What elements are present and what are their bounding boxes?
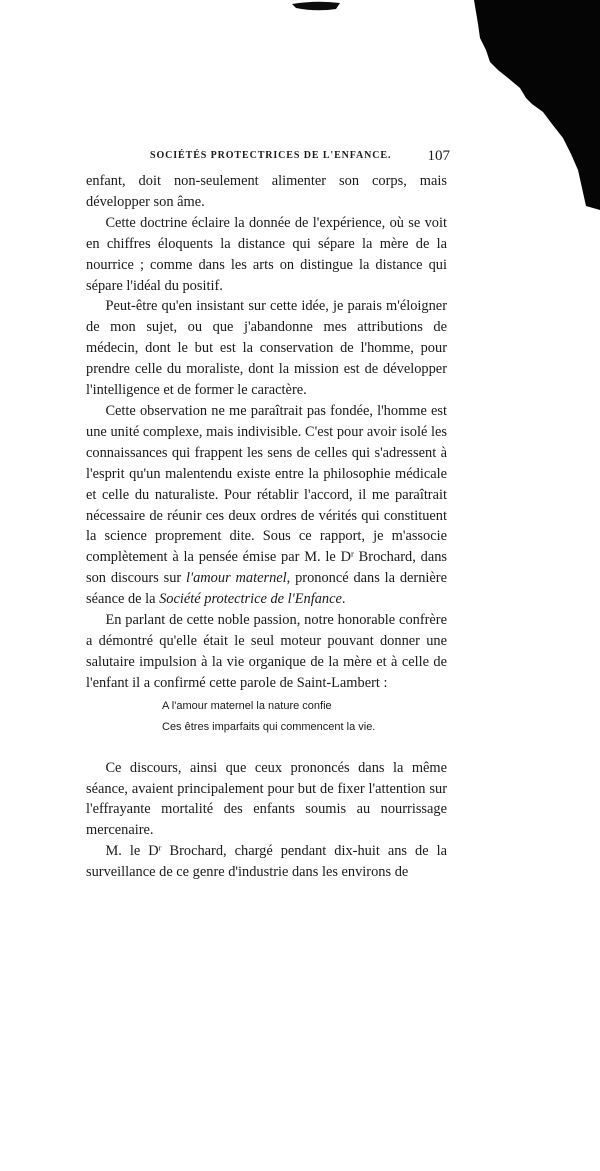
italic-amour-maternel: l'amour maternel <box>186 570 287 587</box>
verse-line-1: A l'amour maternel la nature confie <box>162 699 332 712</box>
page-number: 107 <box>427 148 450 164</box>
paragraph-observation-text-2: Brochard, dans son discours sur <box>86 549 448 587</box>
paragraph-observation-end: . <box>341 591 346 608</box>
torn-page-corner <box>460 0 600 210</box>
running-title: SOCIÉTÉS PROTECTRICES DE L'ENFANCE. <box>150 150 392 161</box>
paragraph-observation-text-3: , prononcé dans la dernière séance de la <box>86 570 447 608</box>
paragraph-passion: En parlant de cette noble passion, notre honorable confrère a démontré qu'elle était le seul moteur pouvant donner une salutaire impulsion à la vie organique de la mère et à celle de l'enfant il a confirmé cette parole de Saint-Lambert : <box>86 612 447 691</box>
paragraph-brochard <box>86 841 447 883</box>
scan-smudge-top <box>292 0 340 12</box>
paragraph-doctrine: Cette doctrine éclaire la donnée de l'expérience, où se voit en chiffres éloquents la distance qui sépare la mère de la nourrice ; comme dans les arts on distingue la distance qui sépare l'idéal du positif. <box>86 214 447 294</box>
doctor-superscript: r <box>351 548 354 559</box>
paragraph-discours: Ce discours, ainsi que ceux prononcés dans la même séance, avaient principalement pour but de fixer l'attention sur l'effrayante mortalité des enfants soumis au nourrissage mercenaire. <box>86 759 447 839</box>
body-text <box>86 171 447 883</box>
paragraph-brochard-text-2: Brochard, chargé pendant dix-huit ans de la surveillance de ce genre d'industrie dans les environs de <box>86 843 448 881</box>
verse-line-2: Ces êtres imparfaits qui commencent la vie. <box>162 720 376 733</box>
verse-quotation <box>162 696 447 738</box>
italic-societe-protectrice: Société protectrice de l'Enfance <box>159 591 342 608</box>
paragraph-observation-text: Cette observation ne me paraîtrait pas fondée, l'homme est une unité complexe, mais indivisible. C'est pour avoir isolé les connaissances qui frappent les sens de celles qui s'adressent à l'esprit qu'un malentendu existe entre la philosophie médicale et celle du naturaliste. Pour rétablir l'accord, il me paraîtrait nécessaire de réunir ces deux ordres de vérités qui constituent la science proprement dite. Sous ce rapport, je m'associe complètement à la pensée émise par M. le D <box>86 402 447 566</box>
paragraph-brochard-text: M. le D <box>105 843 159 860</box>
paragraph-moraliste: Peut-être qu'en insistant sur cette idée, je parais m'éloigner de mon sujet, ou que j'abandonne mes attributions de médecin, dont le but est la conservation de l'homme, pour prendre celle du moraliste, dont la mission est de développer l'intelligence et de former le caractère. <box>86 298 447 399</box>
doctor-superscript-2: r <box>158 842 162 853</box>
running-head <box>150 148 450 166</box>
paragraph-observation <box>86 401 447 610</box>
paragraph-continued: enfant, doit non-seulement alimenter son corps, mais développer son âme. <box>86 173 447 210</box>
